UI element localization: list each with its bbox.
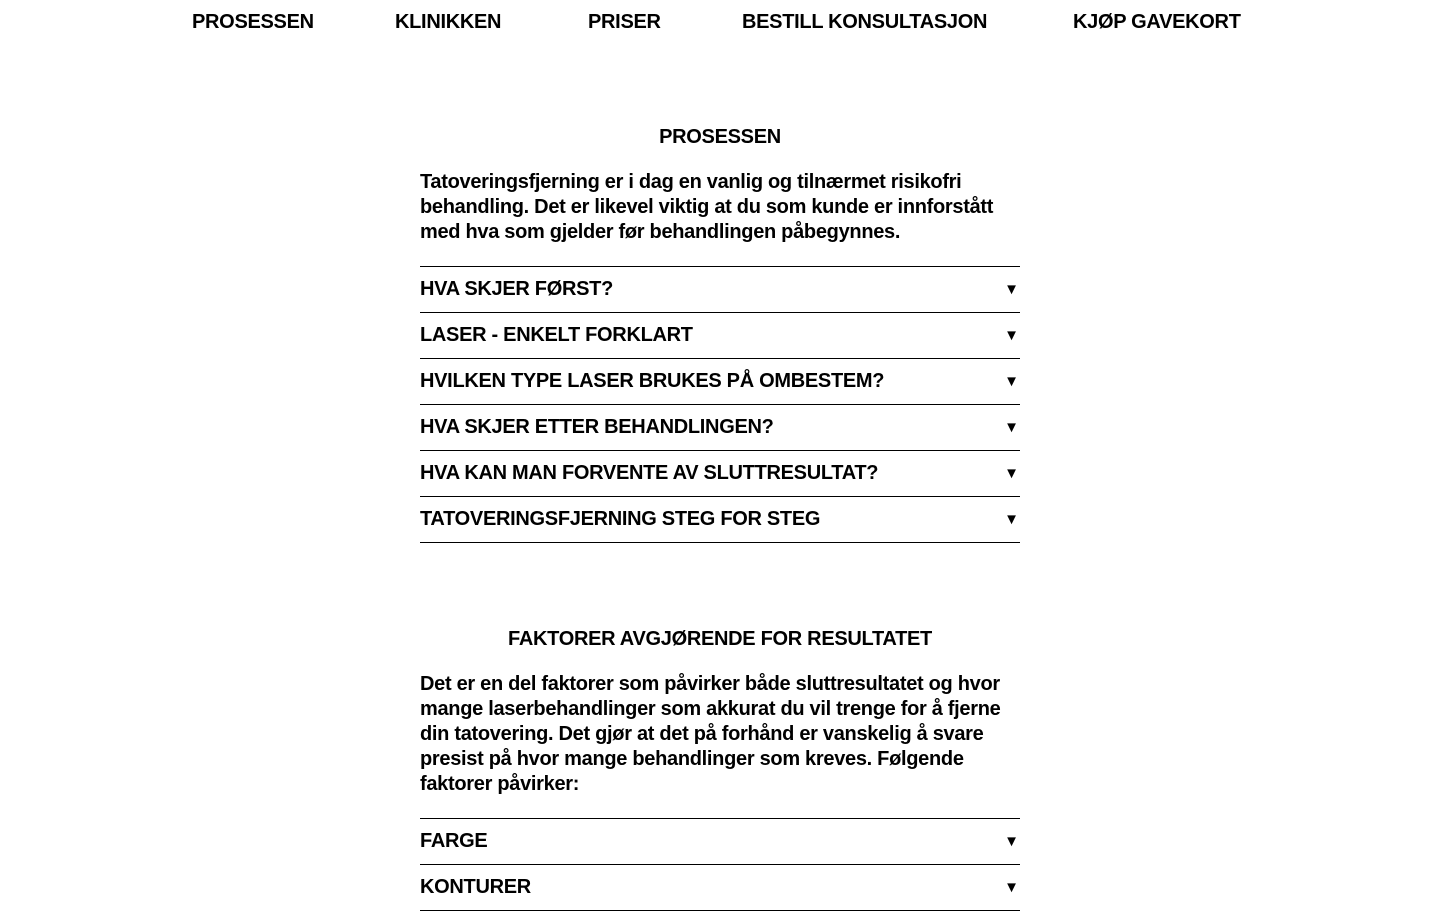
accordion-item-steg-for-steg[interactable] [420,497,1020,543]
nav-link-prosessen[interactable]: PROSESSEN [192,11,314,33]
triangle-down-icon: ▼ [1004,833,1019,850]
process-title: PROSESSEN [659,126,781,148]
accordion-item-farge[interactable] [420,819,1020,865]
triangle-down-icon: ▼ [1004,879,1019,896]
top-navigation [0,0,1440,44]
triangle-down-icon: ▼ [1004,373,1019,390]
triangle-down-icon: ▼ [1004,511,1019,528]
accordion-item-label: HVA SKJER ETTER BEHANDLINGEN? [420,416,774,438]
accordion-item-laser-enkelt-forklart[interactable] [420,313,1020,359]
accordion-item-label: LASER - ENKELT FORKLART [420,324,693,346]
accordion-item-hva-skjer-etter[interactable] [420,405,1020,451]
accordion-item-label: FARGE [420,830,488,852]
accordion-item-konturer[interactable] [420,865,1020,911]
triangle-down-icon: ▼ [1004,465,1019,482]
nav-link-priser[interactable]: PRISER [588,11,661,33]
triangle-down-icon: ▼ [1004,419,1019,436]
process-section [420,124,1020,543]
accordion-item-label: HVA KAN MAN FORVENTE AV SLUTTRESULTAT? [420,462,879,484]
accordion-item-label: HVA SKJER FØRST? [420,278,613,300]
factors-section [420,626,1020,911]
nav-link-bestill-konsultasjon[interactable]: BESTILL KONSULTASJON [742,11,988,33]
accordion-item-hvilken-type-laser[interactable] [420,359,1020,405]
nav-link-klinikken[interactable]: KLINIKKEN [395,11,502,33]
triangle-down-icon: ▼ [1004,281,1019,298]
process-accordion [420,266,1020,543]
accordion-item-label: KONTURER [420,876,531,898]
factors-accordion [420,818,1020,911]
accordion-item-label: HVILKEN TYPE LASER BRUKES PÅ OMBESTEM? [420,370,885,392]
nav-link-kjop-gavekort[interactable]: KJØP GAVEKORT [1073,11,1241,33]
factors-title: FAKTORER AVGJØRENDE FOR RESULTATET [508,628,932,650]
factors-intro: Det er en del faktorer som påvirker både sluttresultatet og hvor mange laserbehandlinger som akkurat du vil trenge for å fjerne din tatovering. Det gjør at det på forhånd er vanskelig å svare presist på hvor mange behandlinger som kreves. Følgende faktorer påvirker: [420,673,1001,795]
process-intro: Tatoveringsfjerning er i dag en vanlig og tilnærmet risikofri behandling. Det er likevel viktig at du som kunde er innforstått med hva som gjelder før behandlingen påbegynnes. [420,171,994,243]
accordion-item-label: TATOVERINGSFJERNING STEG FOR STEG [420,508,821,530]
accordion-item-hva-skjer-forst[interactable] [420,267,1020,313]
triangle-down-icon: ▼ [1004,327,1019,344]
accordion-item-sluttresultat[interactable] [420,451,1020,497]
